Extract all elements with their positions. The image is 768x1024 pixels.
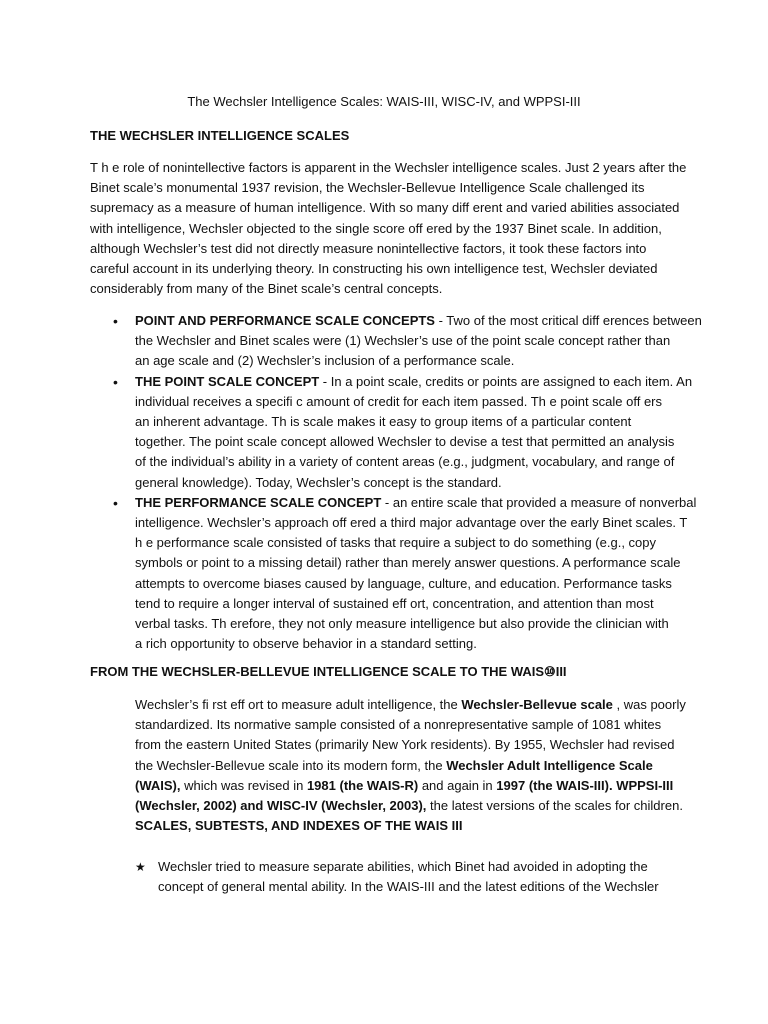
text-line: h e performance scale consisted of tasks that require a subject to do something (e.g., copy (135, 535, 657, 551)
text-run: the latest versions of the scales for children. (426, 798, 683, 814)
bold-run: Wechsler-Bellevue scale (461, 697, 613, 712)
bullet-lead: THE POINT SCALE CONCEPT (135, 373, 320, 389)
text-line: T h e role of nonintellective factors is apparent in the Wechsler intelligence scales. Just 2 years after the (90, 160, 687, 175)
wais-paragraph (135, 695, 695, 836)
bullet-text: - an entire scale that provided a measure of nonverbal (381, 494, 697, 510)
bullet-text: - In a point scale, credits or points are assigned to each item. An (319, 373, 693, 389)
intro-paragraph (90, 158, 690, 299)
bullet-list (90, 311, 702, 654)
text-line (135, 796, 695, 816)
text-line (135, 776, 695, 796)
text-line: the Wechsler and Binet scales were (1) Wechsler’s use of the point scale concept rather than (135, 333, 671, 349)
bold-run: Wechsler Adult Intelligence Scale (446, 757, 653, 773)
bold-run: 1981 (the WAIS-R) (306, 777, 419, 793)
text-line (135, 311, 702, 331)
text-line: verbal tasks. Th erefore, they not only measure intelligence but also provide the clinician with (135, 616, 669, 632)
text-run: the Wechsler-Bellevue scale into its modern form, the (135, 757, 447, 773)
text-line: Wechsler tried to measure separate abilities, which Binet had avoided in adopting the (158, 859, 648, 874)
text-line: from the eastern United States (primarily New York residents). By 1955, Wechsler had revised (135, 737, 675, 753)
text-line: with intelligence, Wechsler objected to the single score off ered by the 1937 Binet scale. In addition, (90, 220, 662, 236)
bullet-lead: THE PERFORMANCE SCALE CONCEPT (135, 494, 382, 510)
star-icon: ★ (135, 860, 146, 874)
text-line: standardized. Its normative sample consisted of a nonrepresentative sample of 1081 whites (135, 717, 662, 733)
text-line: considerably from many of the Binet scale’s central concepts. (90, 281, 443, 297)
bullet-icon: • (113, 494, 118, 511)
text-line: attempts to overcome biases caused by language, culture, and education. Performance tasks (135, 575, 672, 591)
bullet-item-point-scale (90, 372, 693, 493)
text-line (135, 756, 695, 776)
text-line: of the individual’s ability in a variety of content areas (e.g., judgment, vocabulary, and range of (135, 454, 675, 470)
text-run: and again in (418, 777, 497, 793)
text-line: although Wechsler’s test did not directly measure nonintellective factors, it took these factors into (90, 240, 647, 256)
subsection-heading (135, 816, 695, 836)
text-run: Wechsler’s fi rst eff ort to measure adult intelligence, the (135, 697, 462, 712)
section-heading-wechsler-scales: THE WECHSLER INTELLIGENCE SCALES (90, 128, 350, 143)
bullet-item-performance-scale (90, 493, 697, 655)
text-run: , was poorly (612, 697, 686, 712)
bullet-text: - Two of the most critical diff erences between (434, 313, 702, 328)
text-line: supremacy as a measure of human intelligence. With so many diff erent and varied abilities associated (90, 200, 680, 216)
text-line: individual receives a specifi c amount of credit for each item passed. Th e point scale off ers (135, 393, 663, 409)
text-line: intelligence. Wechsler’s approach off ered a third major advantage over the early Binet scales. T (135, 515, 688, 531)
text-line (135, 493, 697, 513)
document-title: The Wechsler Intelligence Scales: WAIS-III, WISC-IV, and WPPSI-III (187, 94, 581, 109)
bold-run: 1997 (the WAIS-III). WPPSI-III (496, 777, 674, 793)
bold-run: (WAIS), (135, 777, 181, 793)
bold-run: SCALES, SUBTESTS, AND INDEXES OF THE WAIS III (135, 818, 463, 834)
text-line: general knowledge). Today, Wechsler’s concept is the standard. (135, 474, 502, 490)
bullet-icon: • (113, 373, 118, 390)
text-line: symbols or point to a missing detail) rather than merely answer questions. A performance scale (135, 555, 681, 571)
text-line: concept of general mental ability. In the WAIS-III and the latest editions of the Wechsler (158, 879, 659, 895)
text-line: tend to require a longer interval of sustained eff ort, concentration, and attention than most (135, 595, 654, 611)
text-line: an age scale and (2) Wechsler’s inclusion of a performance scale. (135, 353, 515, 369)
text-line (135, 372, 693, 392)
bold-run: (Wechsler, 2002) and WISC-IV (Wechsler, 2003), (135, 798, 427, 814)
text-line: careful account in its underlying theory. In constructing his own intelligence test, Wechsler deviated (90, 261, 658, 277)
star-list-item (90, 857, 758, 897)
text-line: an inherent advantage. Th is scale makes it easy to group items of a particular content (135, 414, 632, 430)
bullet-lead: POINT AND PERFORMANCE SCALE CONCEPTS (135, 313, 435, 328)
text-line (135, 695, 695, 715)
text-line: a rich opportunity to observe behavior in a standard setting. (135, 636, 477, 652)
text-line: together. The point scale concept allowed Wechsler to devise a test that permitted an analysis (135, 434, 675, 450)
text-run: which was revised in (180, 777, 307, 793)
section-heading-wais: FROM THE WECHSLER-BELLEVUE INTELLIGENCE SCALE TO THE WAIS⑩III (90, 664, 567, 679)
bullet-item-point-performance (90, 311, 702, 372)
text-line: Binet scale’s monumental 1937 revision, the Wechsler-Bellevue Intelligence Scale challenged its (90, 180, 645, 196)
bullet-icon: • (113, 313, 118, 329)
